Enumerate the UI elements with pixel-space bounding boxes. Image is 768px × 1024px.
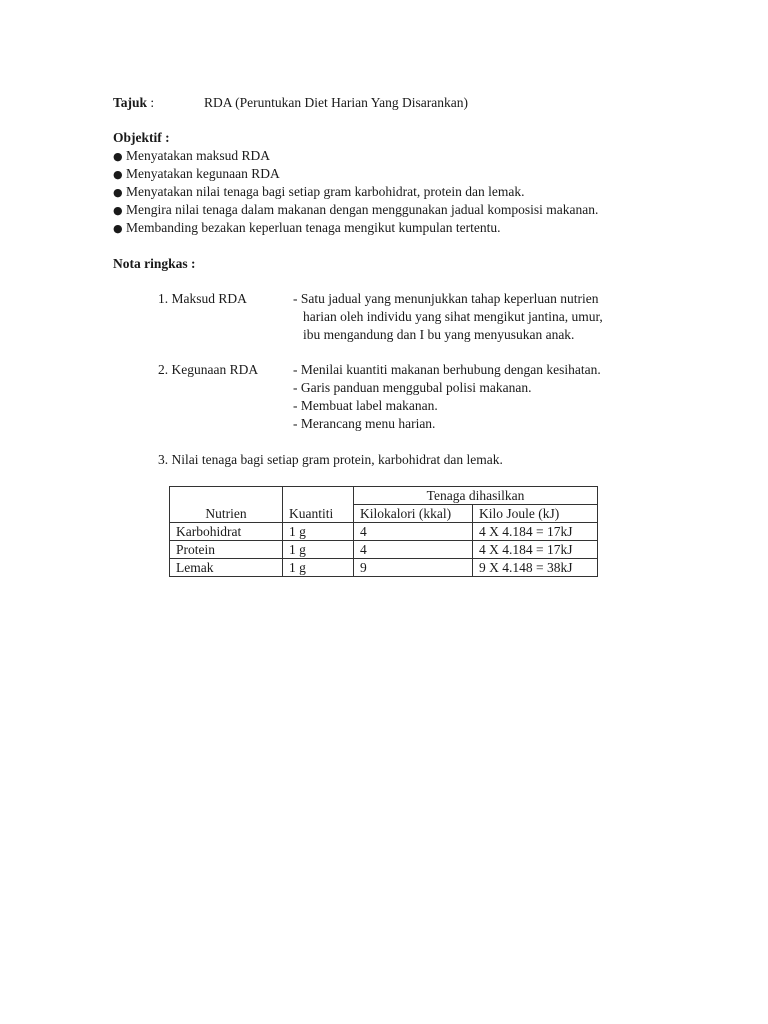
bullet-icon: ● bbox=[113, 204, 123, 217]
bullet-icon: ● bbox=[113, 168, 123, 181]
table-row bbox=[170, 559, 598, 577]
table-row bbox=[170, 541, 598, 559]
note-line: harian oleh individu yang sihat mengikut jantina, umur, bbox=[303, 309, 603, 324]
title-label-group bbox=[113, 94, 204, 112]
cell-quantity: 1 g bbox=[283, 523, 354, 541]
header-nutrient: Nutrien bbox=[170, 487, 283, 523]
bullet-icon: ● bbox=[113, 222, 123, 235]
note-label: 1. Maksud RDA bbox=[158, 291, 247, 306]
note-line: ibu mengandung dan I bu yang menyusukan anak. bbox=[303, 327, 575, 342]
cell-kcal: 4 bbox=[354, 523, 473, 541]
table-header-row bbox=[170, 487, 598, 505]
notes-heading: Nota ringkas : bbox=[113, 256, 196, 271]
energy-table bbox=[169, 486, 598, 577]
bullet-icon: ● bbox=[113, 186, 123, 199]
note-section-energy: 3. Nilai tenaga bagi setiap gram protein, karbohidrat dan lemak. bbox=[158, 452, 503, 467]
note-line: - Merancang menu harian. bbox=[293, 416, 436, 431]
objective-text: Menyatakan kegunaan RDA bbox=[126, 166, 280, 181]
bullet-icon: ● bbox=[113, 150, 123, 163]
objective-text: Mengira nilai tenaga dalam makanan dengan menggunakan jadual komposisi makanan. bbox=[126, 202, 599, 217]
objective-text: Menyatakan maksud RDA bbox=[126, 148, 270, 163]
objective-text: Menyatakan nilai tenaga bagi setiap gram karbohidrat, protein dan lemak. bbox=[126, 184, 525, 199]
objective-item bbox=[113, 165, 598, 183]
header-kcal: Kilokalori (kkal) bbox=[354, 505, 473, 523]
note-description bbox=[293, 361, 601, 433]
cell-quantity: 1 g bbox=[283, 541, 354, 559]
note-line: - Garis panduan menggubal polisi makanan. bbox=[293, 380, 532, 395]
title-row bbox=[113, 94, 468, 112]
objective-item bbox=[113, 201, 598, 219]
cell-kcal: 4 bbox=[354, 541, 473, 559]
note-line: - Menilai kuantiti makanan berhubung dengan kesihatan. bbox=[293, 362, 601, 377]
cell-kj: 4 X 4.184 = 17kJ bbox=[473, 523, 598, 541]
note-line: - Membuat label makanan. bbox=[293, 398, 438, 413]
objective-item bbox=[113, 219, 598, 237]
title-colon: : bbox=[147, 95, 155, 110]
header-quantity: Kuantiti bbox=[283, 487, 354, 523]
cell-quantity: 1 g bbox=[283, 559, 354, 577]
table-row bbox=[170, 523, 598, 541]
note-line: - Satu jadual yang menunjukkan tahap keperluan nutrien bbox=[293, 291, 599, 306]
note-label: 2. Kegunaan RDA bbox=[158, 362, 259, 377]
title-label: Tajuk bbox=[113, 95, 148, 110]
objective-item bbox=[113, 147, 598, 165]
header-energy: Tenaga dihasilkan bbox=[354, 487, 598, 505]
note-description bbox=[293, 290, 603, 344]
cell-nutrient: Lemak bbox=[170, 559, 283, 577]
cell-nutrient: Karbohidrat bbox=[170, 523, 283, 541]
objective-text: Membanding bezakan keperluan tenaga mengikut kumpulan tertentu. bbox=[126, 220, 501, 235]
cell-kcal: 9 bbox=[354, 559, 473, 577]
objectives-heading: Objektif : bbox=[113, 130, 170, 145]
cell-kj: 4 X 4.184 = 17kJ bbox=[473, 541, 598, 559]
objectives-list bbox=[113, 147, 598, 237]
objective-item bbox=[113, 183, 598, 201]
cell-nutrient: Protein bbox=[170, 541, 283, 559]
cell-kj: 9 X 4.148 = 38kJ bbox=[473, 559, 598, 577]
title-text: RDA (Peruntukan Diet Harian Yang Disarankan) bbox=[204, 95, 468, 110]
header-kj: Kilo Joule (kJ) bbox=[473, 505, 598, 523]
